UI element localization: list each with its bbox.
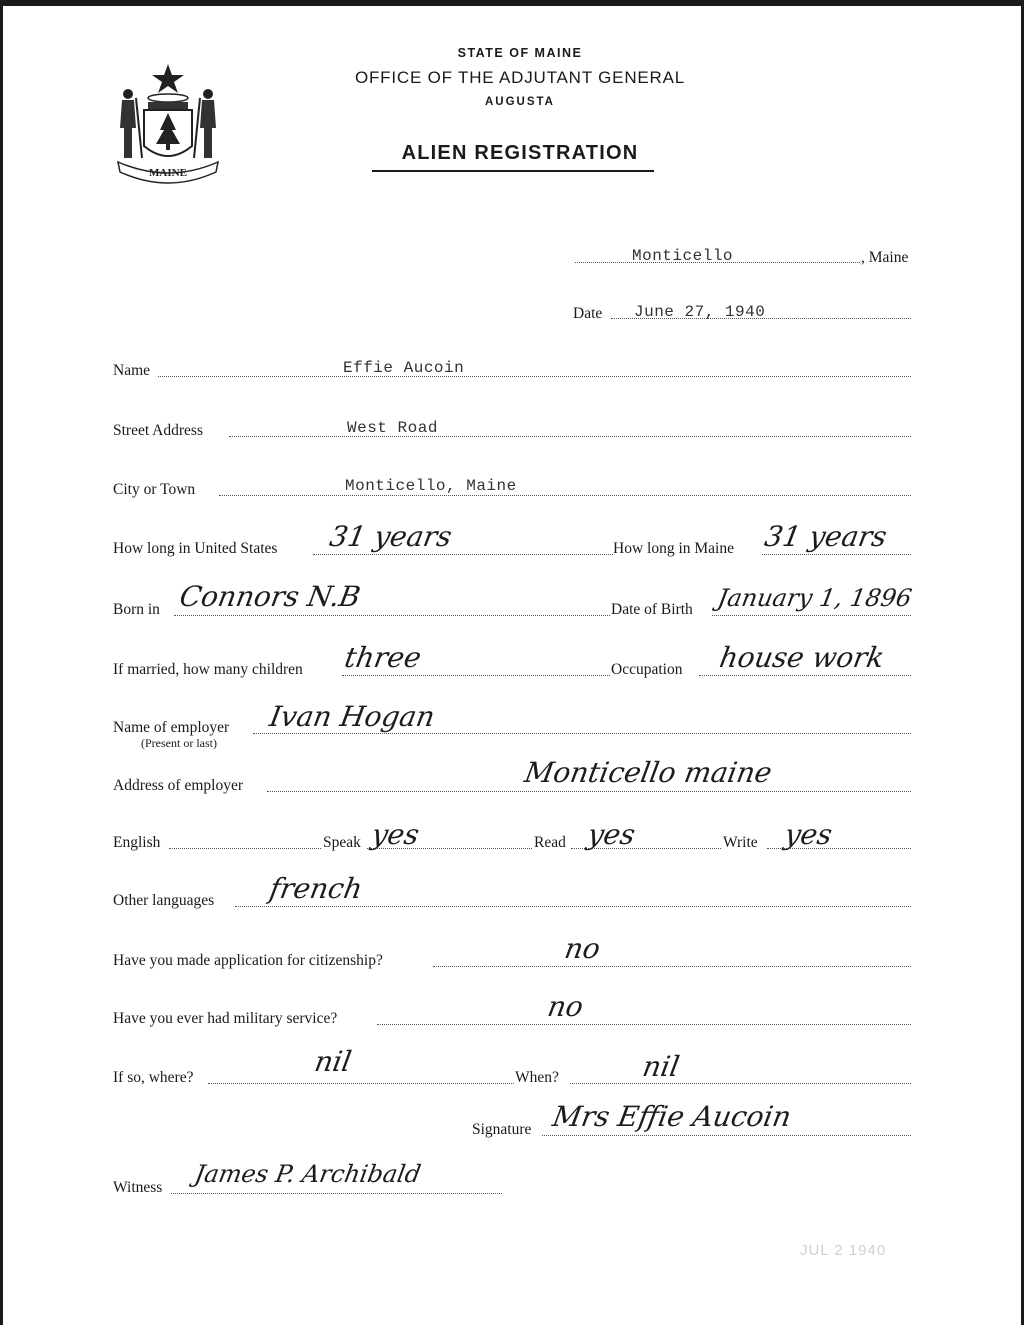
seal-text: MAINE	[149, 167, 187, 179]
military-line	[377, 1024, 911, 1025]
citizenship-line	[433, 966, 911, 967]
speak-value: yes	[369, 818, 422, 851]
write-label: Write	[723, 834, 758, 851]
children-line	[342, 675, 610, 676]
date-value: June 27, 1940	[634, 303, 766, 321]
form-title: ALIEN REGISTRATION	[401, 142, 639, 164]
maine-seal-icon	[112, 58, 224, 188]
city-label: City or Town	[113, 481, 196, 498]
street-line	[229, 436, 911, 437]
scan-edge-left	[0, 0, 3, 1325]
employer-label: Name of employer	[113, 719, 230, 736]
employer-address-line	[267, 791, 911, 792]
how-long-us-value: 31 years	[327, 520, 455, 553]
name-line	[158, 376, 911, 377]
header-office: OFFICE OF THE ADJUTANT GENERAL	[354, 68, 686, 87]
how-long-maine-label: How long in Maine	[613, 540, 734, 557]
signature-value: Mrs Effie Aucoin	[550, 1100, 794, 1133]
location-value: Monticello	[632, 247, 734, 265]
occupation-label: Occupation	[611, 661, 683, 678]
street-label: Street Address	[113, 422, 203, 439]
other-languages-value: french	[267, 872, 365, 905]
date-label: Date	[573, 305, 603, 322]
title-underline	[372, 170, 654, 172]
date-of-birth-label: Date of Birth	[611, 601, 693, 618]
other-languages-line	[235, 906, 911, 907]
location-suffix: , Maine	[861, 249, 909, 266]
witness-label: Witness	[113, 1179, 163, 1196]
witness-line	[171, 1193, 502, 1194]
occupation-line	[699, 675, 911, 676]
city-value: Monticello, Maine	[345, 477, 517, 495]
military-value: no	[545, 990, 586, 1023]
born-in-value: Connors N.B	[177, 580, 363, 613]
employer-address-value: Monticello maine	[522, 756, 775, 789]
how-long-maine-line	[762, 554, 911, 555]
how-long-maine-value: 31 years	[762, 520, 890, 553]
where-value: nil	[312, 1045, 354, 1078]
signature-line	[542, 1135, 911, 1136]
date-of-birth-line	[712, 615, 911, 616]
military-label: Have you ever had military service?	[113, 1010, 338, 1027]
employer-line	[253, 733, 911, 734]
how-long-us-line	[313, 554, 613, 555]
write-value: yes	[782, 818, 835, 851]
read-label: Read	[534, 834, 566, 851]
english-label: English	[113, 834, 161, 851]
name-value: Effie Aucoin	[343, 359, 465, 377]
citizenship-value: no	[562, 932, 603, 965]
how-long-us-label: How long in United States	[113, 540, 278, 557]
born-in-label: Born in	[113, 601, 160, 618]
speak-label: Speak	[323, 834, 361, 851]
header-state: STATE OF MAINE	[457, 46, 583, 60]
name-label: Name	[113, 362, 151, 379]
english-line	[169, 848, 321, 849]
where-label: If so, where?	[113, 1069, 194, 1086]
witness-value: James P. Archibald	[192, 1160, 423, 1188]
employer-value: Ivan Hogan	[267, 700, 438, 733]
children-label: If married, how many children	[113, 661, 303, 678]
read-value: yes	[585, 818, 638, 851]
street-value: West Road	[347, 419, 438, 437]
date-of-birth-value: January 1, 1896	[715, 584, 914, 612]
occupation-value: house work	[717, 641, 887, 674]
employer-sublabel: (Present or last)	[141, 736, 217, 750]
signature-label: Signature	[472, 1121, 532, 1138]
header-city: AUGUSTA	[484, 96, 555, 108]
where-line	[208, 1083, 514, 1084]
scan-edge-top	[0, 0, 1024, 6]
born-in-line	[174, 615, 610, 616]
received-stamp: JUL 2 1940	[800, 1242, 887, 1259]
other-languages-label: Other languages	[113, 892, 215, 909]
when-value: nil	[640, 1050, 682, 1083]
city-line	[219, 495, 911, 496]
citizenship-label: Have you made application for citizenship?	[113, 952, 383, 969]
when-line	[570, 1083, 911, 1084]
children-value: three	[342, 641, 424, 674]
employer-address-label: Address of employer	[113, 777, 243, 794]
when-label: When?	[515, 1069, 559, 1086]
